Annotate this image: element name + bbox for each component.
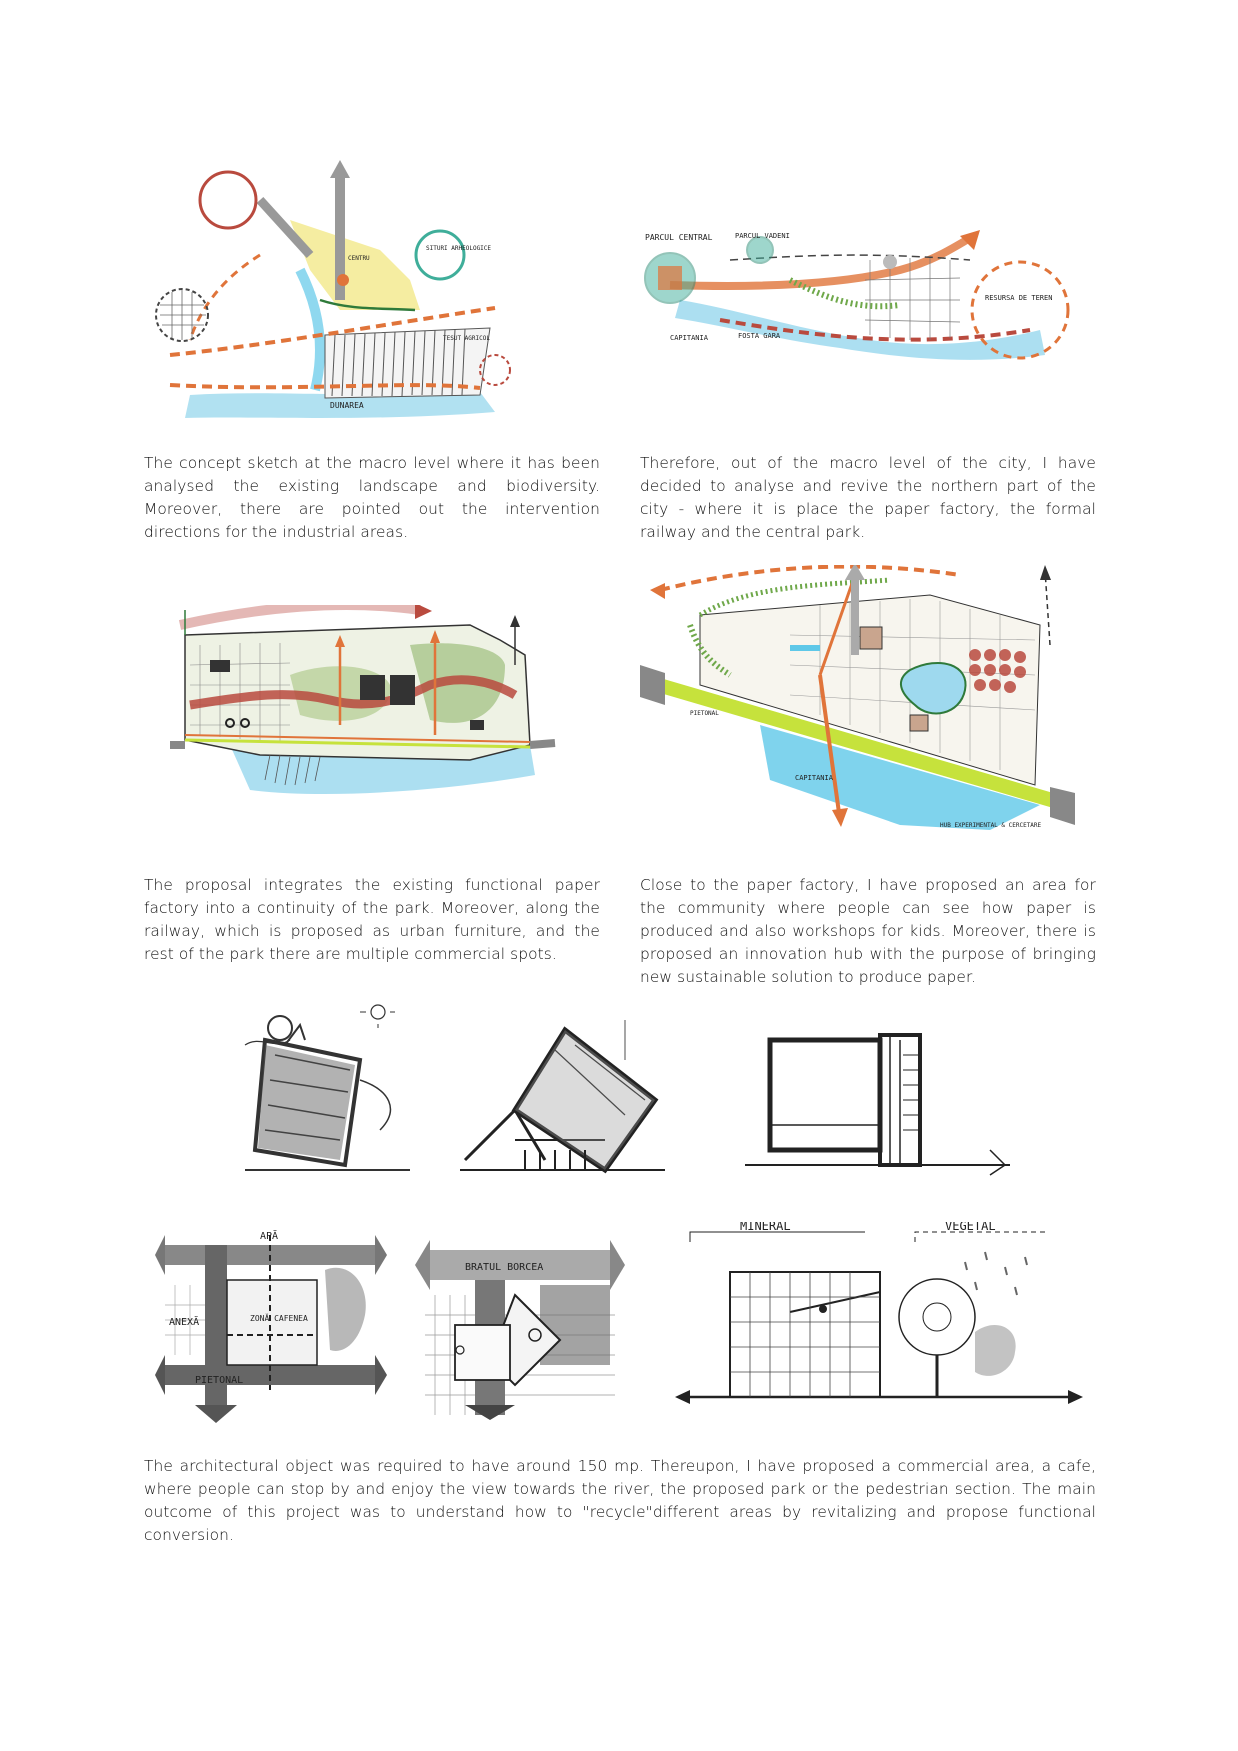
- diagram-bratul-sketch: [415, 1235, 625, 1420]
- diagram-label-pietonal: PIETONAL: [195, 1375, 244, 1386]
- macro-concept-text: The concept sketch at the macro level where it has been analysed the existing landscape and biodiversity. Moreover, there are pointed out the intervention directions for the industrial areas.: [144, 454, 600, 541]
- community-label-hub: HUB EXPERIMENTAL & CERCETARE: [940, 822, 1042, 829]
- section-label-vegetal: VEGETAL: [945, 1222, 996, 1233]
- northern-label-fosta-gara: FOSTA GARA: [738, 332, 781, 340]
- proposal-park-text: The proposal integrates the existing functional paper factory into a continuity of the park. Moreover, along the railway, which is proposed as urban furniture, and the rest of the park there are multiple commercial spots.: [144, 876, 600, 963]
- section-label-mineral: MINERAL: [740, 1222, 791, 1233]
- conclusion-text: The architectural object was required to have around 150 mp. Thereupon, I have proposed a commercial area, a cafe, where people can stop by and enjoy the view towards the river, the proposed park or the pedestrian section. The main outcome of this project was to understand how to "recycle"different areas by revitalizing and propose functional conversion.: [144, 1457, 1096, 1544]
- community-area-sketch: [640, 565, 1080, 855]
- building-study-1-sketch: [240, 1000, 420, 1180]
- section-mineral-vegetal-sketch: [675, 1222, 1085, 1417]
- diagram-label-anexa: ANEXĂ: [169, 1317, 200, 1328]
- macro-label-dunarea: DUNAREA: [330, 401, 364, 410]
- community-area-text: Close to the paper factory, I have proposed an area for the community where people can see how paper is produced and also workshops for kids. Moreover, there is proposed an innovation hub with the purpose of bringing new sustainable solution to produce paper.: [640, 876, 1096, 986]
- northern-label-resursa: RESURSA DE TEREN: [985, 294, 1053, 302]
- northern-part-text: Therefore, out of the macro level of the city, I have decided to analyse and revive the northern part of the city - where it is place the paper factory, the formal railway and the central park.: [640, 454, 1096, 541]
- macro-label-situri: SITURI ARHEOLOGICE: [426, 245, 492, 252]
- diagram-label-zona: ZONĂ CAFENEA: [250, 1314, 308, 1323]
- diagram-label-apa: APĂ: [260, 1231, 279, 1242]
- northern-label-capitania: CAPITANIA: [670, 334, 708, 342]
- diagram-label-bratul: BRATUL BORCEA: [465, 1262, 544, 1273]
- building-study-3-sketch: [740, 1025, 1020, 1180]
- park-proposal-sketch: [170, 605, 595, 805]
- community-label-capitania: CAPITANIA: [795, 774, 833, 782]
- northern-part-sketch: [640, 230, 1080, 395]
- macro-label-tesut: TESUT AGRICOL: [443, 335, 490, 342]
- macro-label-centru: CENTRU: [348, 255, 370, 262]
- northern-label-parcul-central: PARCUL CENTRAL: [645, 233, 713, 242]
- building-study-2-sketch: [455, 1020, 675, 1180]
- diagram-apa-sketch: [155, 1225, 395, 1425]
- macro-concept-sketch: [150, 160, 570, 445]
- northern-label-parcul-vadeni: PARCUL VADENI: [735, 232, 790, 240]
- community-label-pietonal: PIETONAL: [690, 710, 719, 717]
